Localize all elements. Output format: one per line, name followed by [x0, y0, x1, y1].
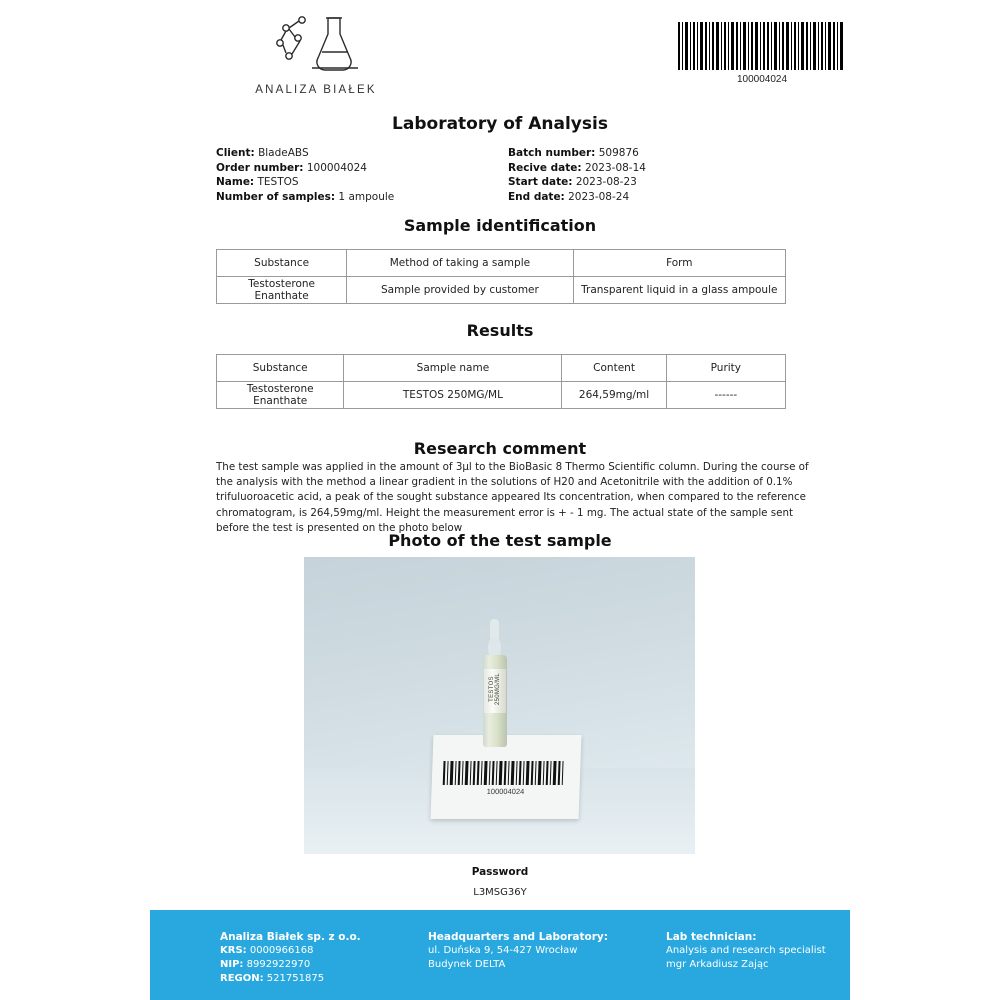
document-footer [150, 910, 850, 1000]
meta-value: TESTOS [257, 176, 299, 189]
table-header-row [217, 355, 786, 382]
company-logo-text: ANALIZA BIAŁEK [255, 84, 377, 96]
company-logo [216, 12, 416, 96]
ampoule-label [484, 669, 506, 713]
footer-company-line [220, 958, 361, 972]
footer-technician-line1: Analysis and research specialist [666, 945, 826, 956]
table-row [217, 382, 786, 409]
ampoule-image [482, 619, 508, 747]
footer-company-key: REGON: [220, 973, 264, 984]
meta-value: BladeABS [258, 147, 309, 159]
table-cell: 264,59mg/ml [562, 382, 666, 409]
barcode-icon [676, 22, 846, 70]
page-title: Laboratory of Analysis [392, 114, 608, 134]
meta-label: Client: [216, 147, 255, 159]
meta-value: 2023-08-24 [568, 190, 630, 203]
lab-flask-microscope-icon [256, 12, 376, 74]
column-header: Purity [666, 355, 785, 382]
meta-row [508, 146, 646, 161]
order-meta-left [216, 146, 394, 204]
meta-row [216, 190, 394, 205]
column-header: Substance [217, 355, 344, 382]
meta-row [508, 175, 646, 190]
document-header [0, 0, 1000, 105]
footer-technician-block [666, 930, 826, 972]
section-title-sample-identification: Sample identification [403, 216, 597, 235]
table-cell: Transparent liquid in a glass ampoule [573, 277, 785, 304]
table-cell: Sample provided by customer [347, 277, 573, 304]
footer-company-value: 521751875 [266, 973, 325, 984]
password-value: L3MSG36Y [473, 887, 527, 898]
footer-company-key: KRS: [220, 945, 247, 956]
footer-address-line1: ul. Duńska 9, 54-427 Wrocław [428, 945, 578, 956]
meta-label: End date: [508, 190, 565, 203]
meta-row [216, 146, 394, 161]
table-cell: Testosterone Enanthate [217, 382, 344, 409]
ampoule-tip [490, 619, 499, 639]
footer-technician-title: Lab technician: [666, 931, 757, 943]
column-header: Sample name [344, 355, 562, 382]
photo-barcode-card [431, 735, 582, 819]
meta-label: Order number: [216, 161, 304, 174]
footer-company-line [220, 972, 361, 986]
table-header-row [217, 250, 786, 277]
footer-address-line2: Budynek DELTA [428, 959, 506, 970]
password-title: Password [471, 866, 529, 878]
header-barcode-block [676, 22, 848, 85]
barcode-icon [442, 761, 567, 785]
meta-row [216, 175, 394, 190]
table-cell: Testosterone Enanthate [217, 277, 347, 304]
footer-company-key: NIP: [220, 959, 244, 970]
footer-address-block [428, 930, 608, 972]
footer-company-line [220, 944, 361, 958]
meta-value: 100004024 [306, 161, 367, 174]
meta-value: 2023-08-14 [584, 161, 646, 174]
header-barcode-number: 100004024 [736, 74, 788, 85]
meta-value: 1 ampoule [338, 190, 395, 203]
section-title-photo: Photo of the test sample [388, 531, 612, 550]
order-meta-right [508, 146, 646, 204]
results-table [216, 354, 786, 409]
sample-identification-table [216, 249, 786, 304]
footer-company-name: Analiza Białek sp. z o.o. [220, 931, 361, 943]
meta-label: Name: [216, 176, 255, 189]
meta-label: Start date: [508, 176, 573, 189]
column-header: Form [573, 250, 785, 277]
column-header: Substance [217, 250, 347, 277]
meta-value: 2023-08-23 [575, 176, 637, 189]
column-header: Content [562, 355, 666, 382]
ampoule-label-text: TESTOS 250MG/ML [489, 672, 501, 706]
footer-technician-line2: mgr Arkadiusz Zając [666, 959, 769, 970]
table-cell: TESTOS 250MG/ML [344, 382, 562, 409]
research-comment-text: The test sample was applied in the amount of 3µl to the BioBasic 8 Thermo Scientific column. During the course of the analysis with the method a linear gradient in the solutions of H20 and Acetonitrile with the addition of 0.1% trifuluoroacetic acid, a peak of the sought substance appeared Its concentration, when compared to the reference chromatogram, is 264,59mg/ml. Height the measurement error is + - 1 mg. The actual state of the sample sent before the test is presented on the photo below [216, 461, 809, 534]
photo-barcode-number: 100004024 [486, 787, 525, 796]
footer-address-title: Headquarters and Laboratory: [428, 931, 608, 943]
meta-label: Recive date: [508, 161, 582, 174]
meta-row [216, 161, 394, 176]
section-title-results: Results [466, 321, 534, 340]
meta-row [508, 190, 646, 205]
meta-label: Batch number: [508, 147, 596, 159]
table-cell: ------ [666, 382, 785, 409]
section-title-research-comment: Research comment [413, 439, 587, 458]
test-sample-photo [304, 557, 695, 854]
meta-value: 509876 [598, 147, 639, 159]
column-header: Method of taking a sample [347, 250, 573, 277]
footer-company-block [220, 930, 361, 986]
table-row [217, 277, 786, 304]
meta-row [508, 161, 646, 176]
footer-company-value: 8992922970 [246, 959, 311, 970]
meta-label: Number of samples: [216, 190, 336, 203]
footer-company-value: 0000966168 [249, 945, 314, 956]
